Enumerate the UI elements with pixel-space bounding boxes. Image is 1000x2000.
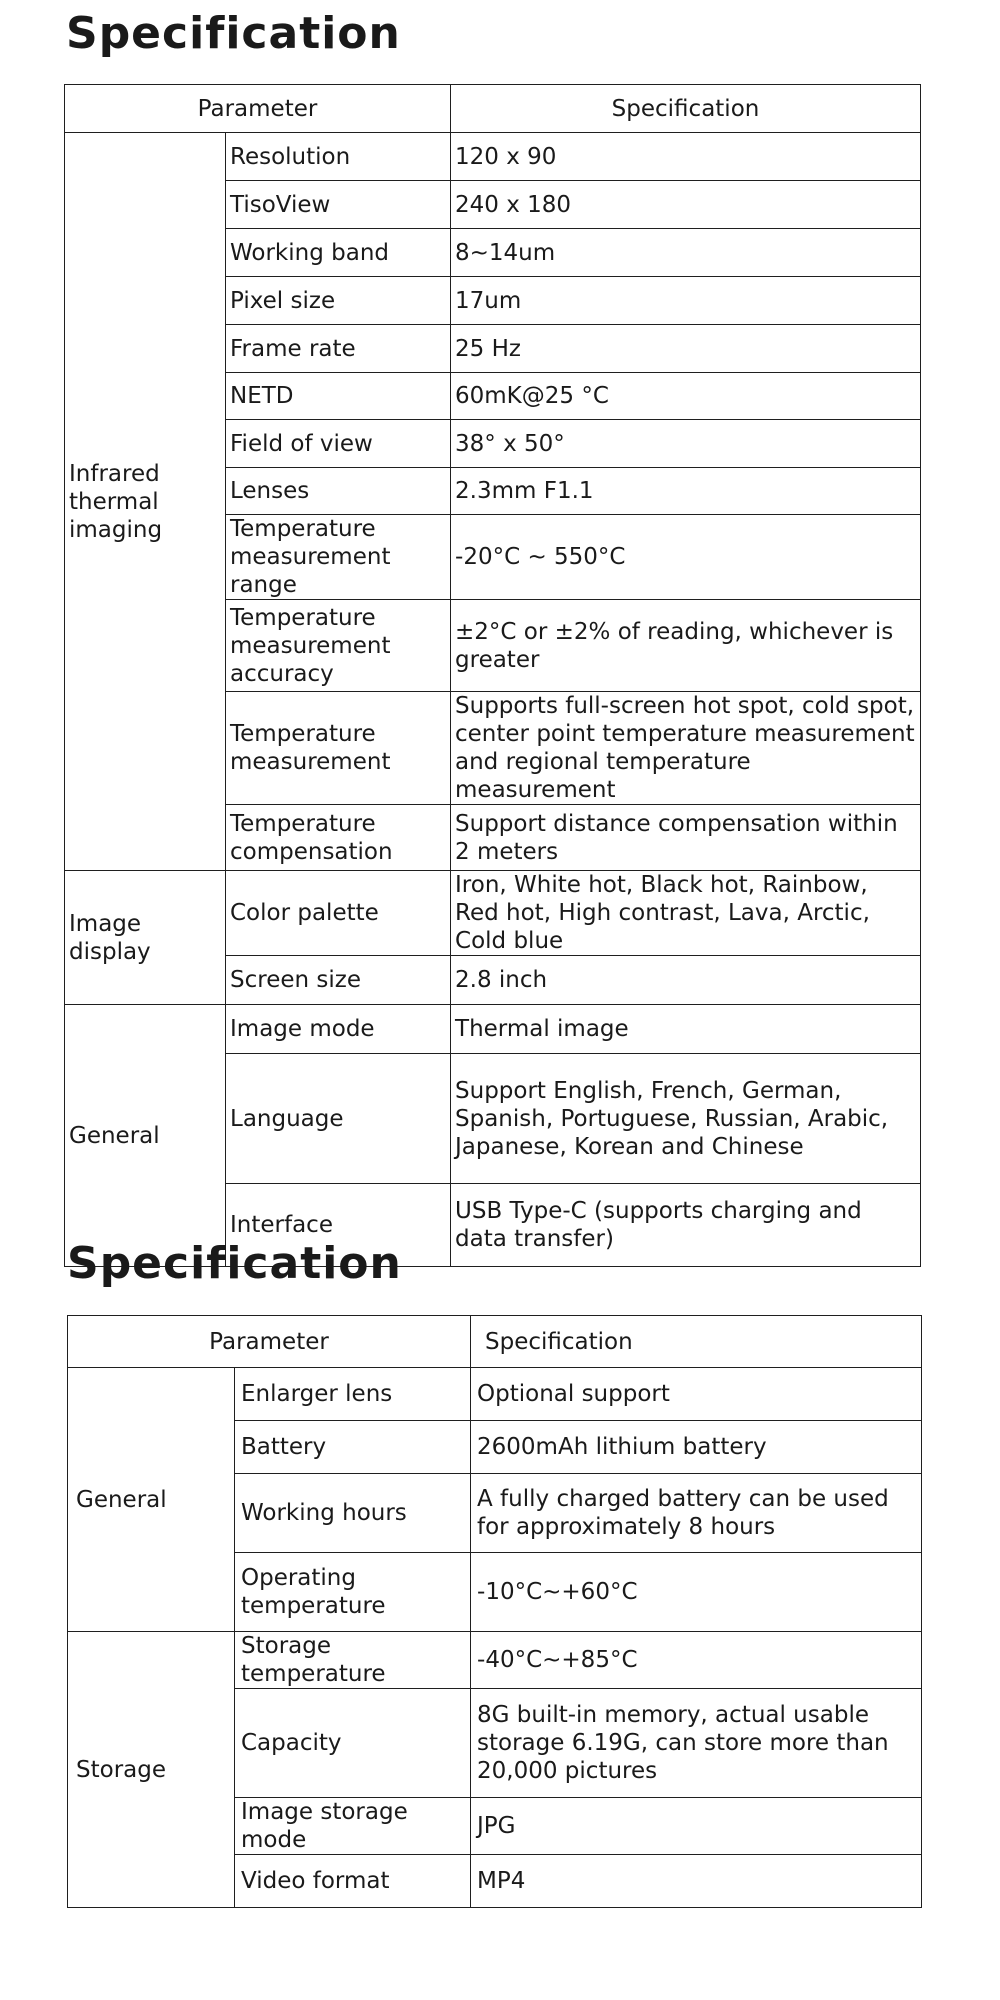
header-specification: Specification: [451, 85, 921, 133]
item-label: Frame rate: [226, 325, 451, 373]
item-label: Pixel size: [226, 277, 451, 325]
item-label: Temperature measurement: [226, 692, 451, 805]
table-row: [65, 1005, 921, 1054]
item-label: Working hours: [235, 1474, 471, 1553]
item-value: Thermal image: [451, 1005, 921, 1054]
item-label: Storage temperature: [235, 1632, 471, 1689]
item-label: Image storage mode: [235, 1798, 471, 1855]
item-value: Support English, French, German, Spanish, Portuguese, Russian, Arabic, Japanese, Korean and Chinese: [451, 1054, 921, 1184]
item-label: Field of view: [226, 420, 451, 468]
item-value: A fully charged battery can be used for approximately 8 hours: [471, 1474, 922, 1553]
table-row: [65, 133, 921, 181]
item-value: 38° x 50°: [451, 420, 921, 468]
item-label: Capacity: [235, 1689, 471, 1798]
table-row: [68, 1632, 922, 1689]
spec-section-2: [0, 1228, 1000, 1928]
item-label: Temperature measurement accuracy: [226, 600, 451, 692]
category-general: General: [65, 1005, 226, 1267]
header-specification: Specification: [471, 1316, 922, 1368]
item-label: Resolution: [226, 133, 451, 181]
item-label: Lenses: [226, 468, 451, 515]
item-value: ±2°C or ±2% of reading, whichever is greater: [451, 600, 921, 692]
item-value: MP4: [471, 1855, 922, 1908]
section-title: Specification: [66, 8, 401, 59]
item-label: Interface: [226, 1184, 451, 1267]
item-value: 17um: [451, 277, 921, 325]
item-value: 2.3mm F1.1: [451, 468, 921, 515]
item-value: 120 x 90: [451, 133, 921, 181]
table-header-row: [68, 1316, 922, 1368]
item-value: Optional support: [471, 1368, 922, 1421]
table-header-row: [65, 85, 921, 133]
item-label: Enlarger lens: [235, 1368, 471, 1421]
item-label: Temperature compensation: [226, 805, 451, 871]
item-value: 8G built-in memory, actual usable storage 6.19G, can store more than 20,000 pictures: [471, 1689, 922, 1798]
item-value: 2.8 inch: [451, 956, 921, 1005]
item-value: Supports full-screen hot spot, cold spot, center point temperature measurement and regional temperature measurement: [451, 692, 921, 805]
item-label: Image mode: [226, 1005, 451, 1054]
item-label: Video format: [235, 1855, 471, 1908]
spec-table: [67, 1315, 922, 1908]
item-label: Language: [226, 1054, 451, 1184]
header-parameter: Parameter: [65, 85, 451, 133]
item-value: Iron, White hot, Black hot, Rainbow, Red hot, High contrast, Lava, Arctic, Cold blue: [451, 871, 921, 956]
category-infrared-thermal-imaging: Infrared thermal imaging: [65, 133, 226, 871]
table-row: [65, 871, 921, 956]
category-image-display: Image display: [65, 871, 226, 1005]
category-general: General: [68, 1368, 235, 1632]
item-label: Temperature measurement range: [226, 515, 451, 600]
header-parameter: Parameter: [68, 1316, 471, 1368]
item-value: 2600mAh lithium battery: [471, 1421, 922, 1474]
item-label: TisoView: [226, 181, 451, 229]
item-value: 240 x 180: [451, 181, 921, 229]
item-value: -20°C ~ 550°C: [451, 515, 921, 600]
item-value: Support distance compensation within 2 meters: [451, 805, 921, 871]
item-label: NETD: [226, 373, 451, 420]
item-value: 8~14um: [451, 229, 921, 277]
section-title: Specification: [67, 1238, 402, 1289]
item-value: 25 Hz: [451, 325, 921, 373]
item-value: -40°C~+85°C: [471, 1632, 922, 1689]
item-label: Operating temperature: [235, 1553, 471, 1632]
spec-table: [64, 84, 921, 1267]
item-value: USB Type-C (supports charging and data transfer): [451, 1184, 921, 1267]
item-label: Screen size: [226, 956, 451, 1005]
item-value: -10°C~+60°C: [471, 1553, 922, 1632]
category-storage: Storage: [68, 1632, 235, 1908]
item-label: Battery: [235, 1421, 471, 1474]
item-value: JPG: [471, 1798, 922, 1855]
item-label: Color palette: [226, 871, 451, 956]
item-label: Working band: [226, 229, 451, 277]
item-value: 60mK@25 °C: [451, 373, 921, 420]
table-row: [68, 1368, 922, 1421]
